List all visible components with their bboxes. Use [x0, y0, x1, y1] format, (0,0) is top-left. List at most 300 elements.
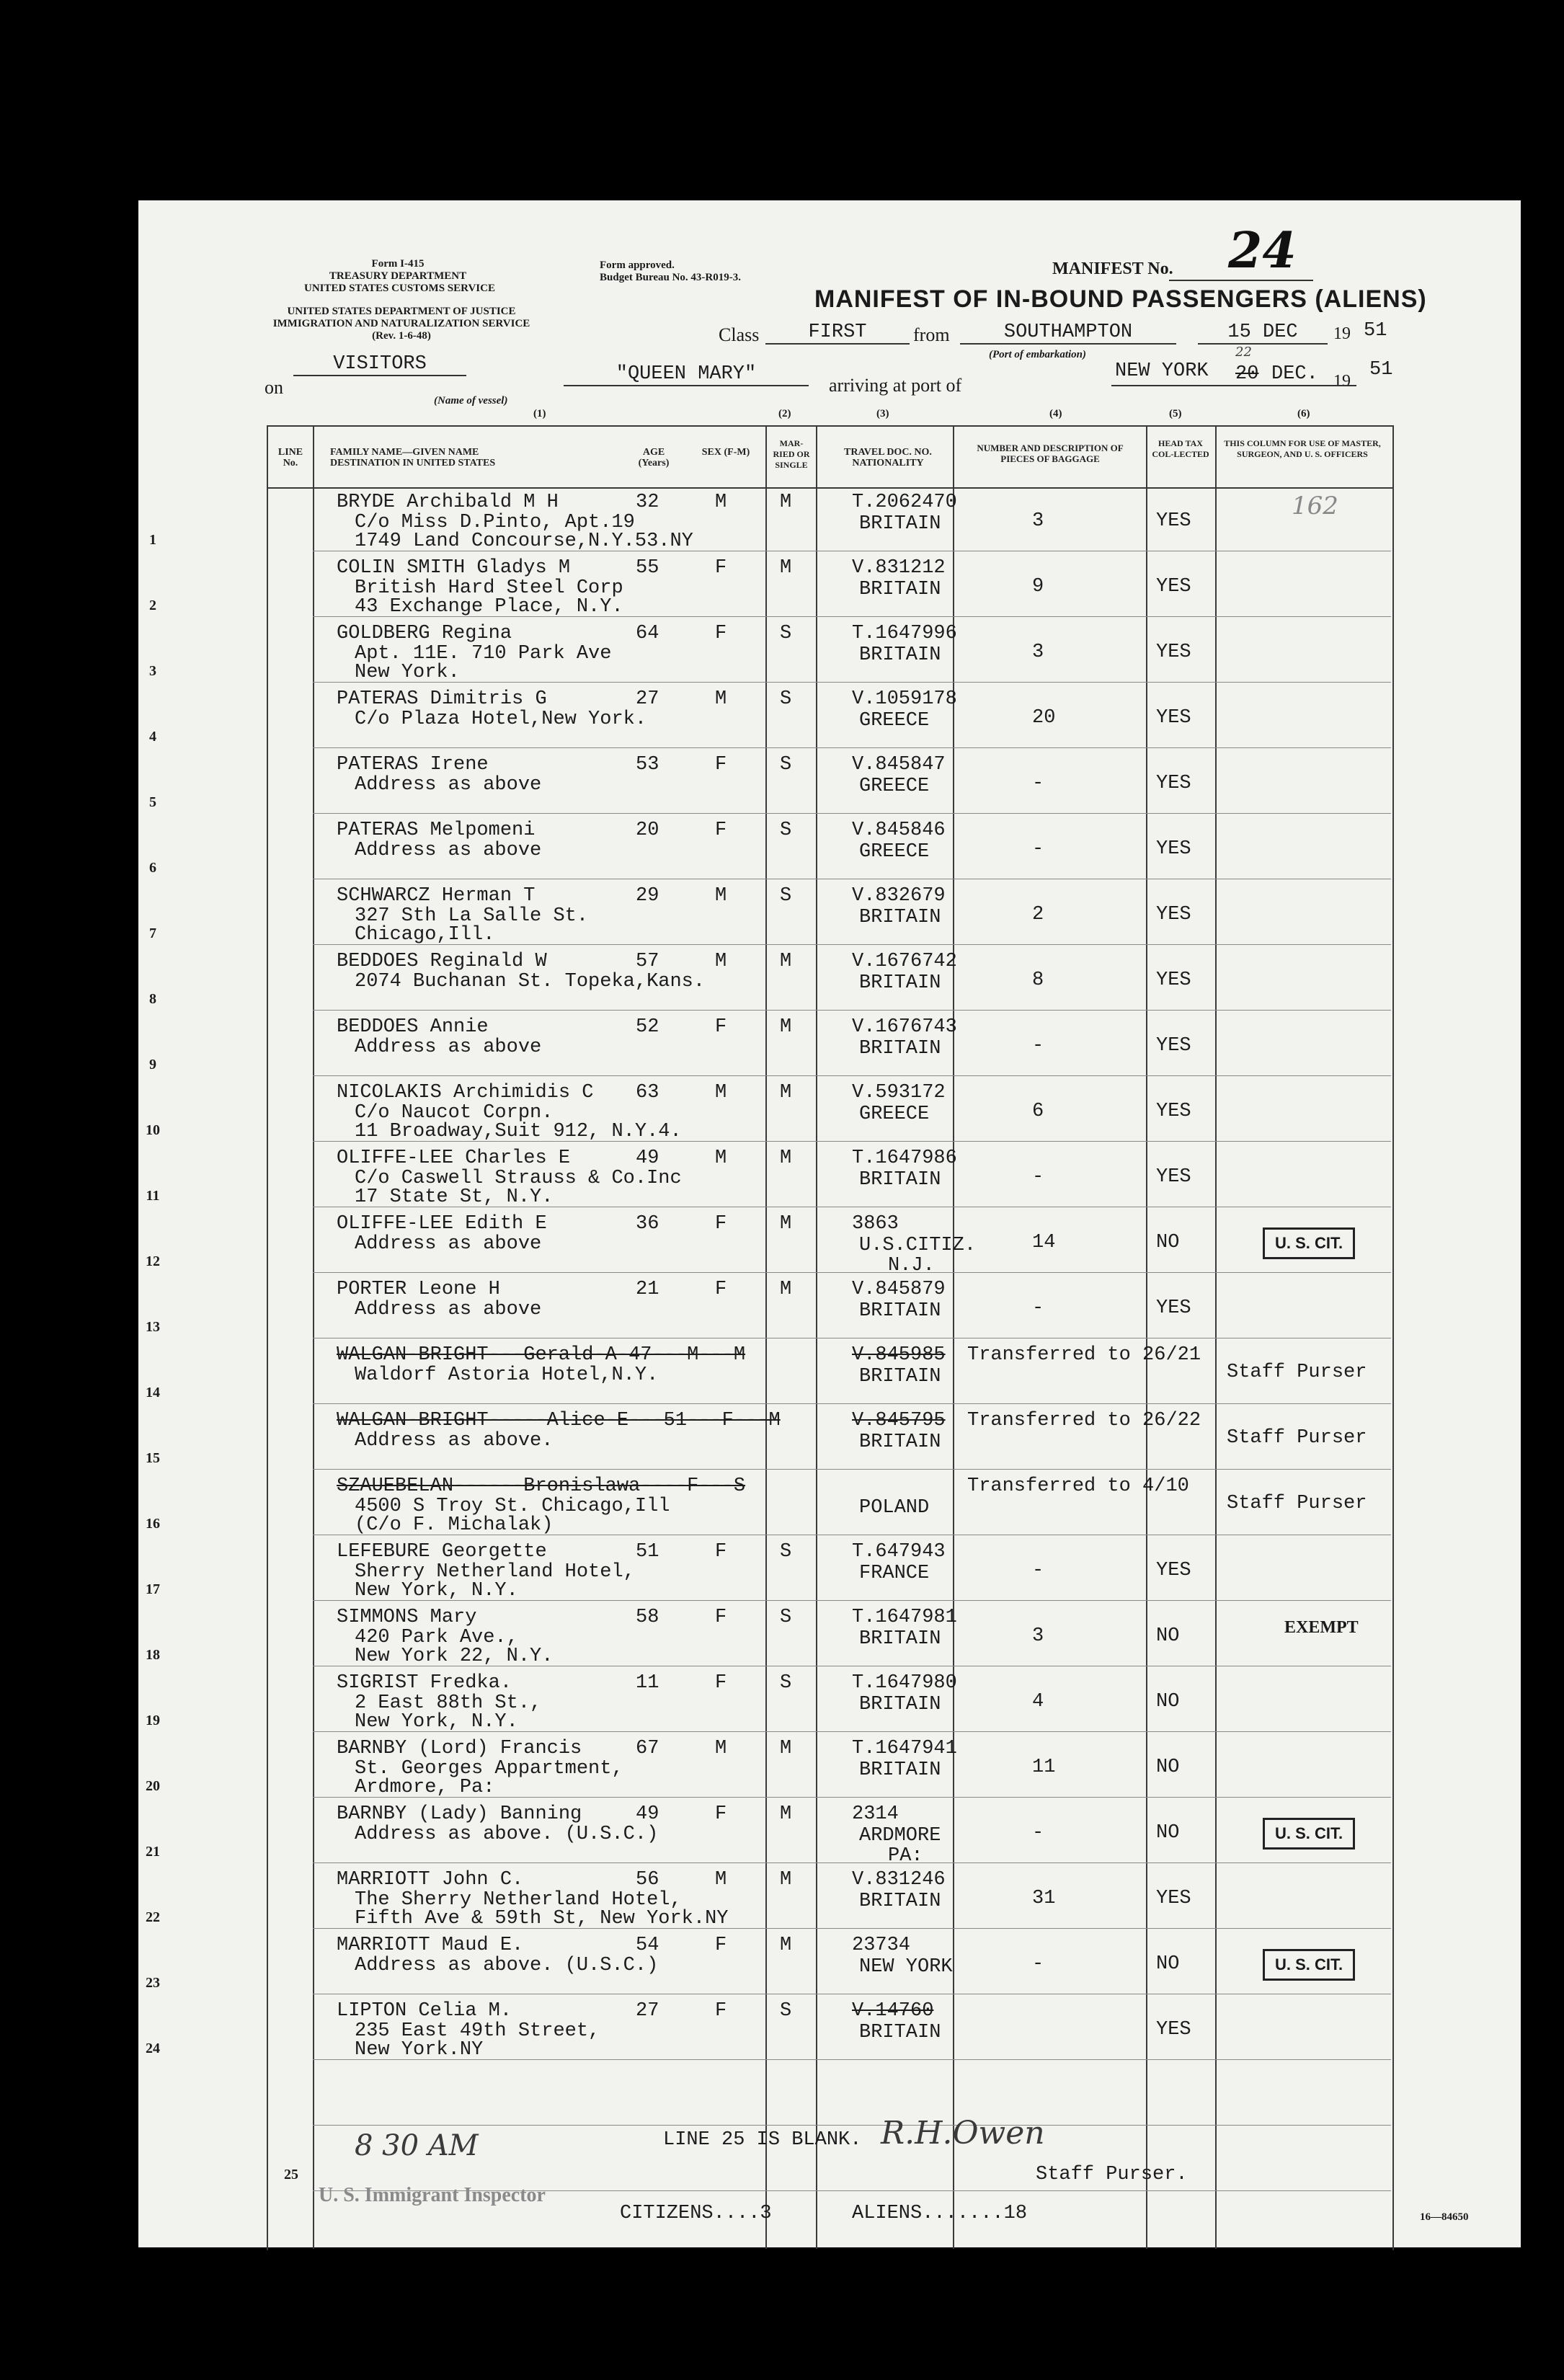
baggage-count: - [1032, 773, 1044, 794]
head-tax: YES [1156, 707, 1191, 729]
passenger-sex: M [715, 1869, 727, 1891]
justice: UNITED STATES DEPARTMENT OF JUSTICE [287, 306, 516, 317]
address-line-1: 2 East 88th St., [355, 1692, 542, 1714]
nationality: BRITAIN [859, 1431, 941, 1453]
passenger-sex: F [715, 820, 727, 841]
manifest-underline [1169, 280, 1313, 281]
nationality: U.S.CITIZ. [859, 1235, 977, 1256]
marital-status: M [780, 1213, 792, 1235]
passenger-age: 53 [636, 754, 659, 776]
header-rule [267, 487, 1392, 489]
row-number: 10 [146, 1122, 160, 1138]
from-value: SOUTHAMPTON [960, 321, 1176, 345]
nationality: BRITAIN [859, 579, 941, 600]
us-citizen-stamp: U. S. CIT. [1263, 1949, 1355, 1981]
address-line-1: 420 Park Ave., [355, 1627, 518, 1648]
passenger-age: 51 [636, 1541, 659, 1563]
passenger-sex: F [715, 2000, 727, 2022]
row-number: 6 [149, 860, 156, 876]
from-label: from [913, 324, 950, 345]
passenger-age: 20 [636, 820, 659, 841]
passenger-name: LEFEBURE Georgette [337, 1541, 547, 1563]
address-line-1: 4500 S Troy St. Chicago,Ill [355, 1496, 670, 1517]
marital-status: M [780, 1803, 792, 1825]
header-travel-doc: TRAVEL DOC. NO. NATIONALITY [844, 447, 932, 469]
travel-doc: T.647943 [852, 1541, 946, 1563]
travel-doc: T.1647996 [852, 623, 957, 644]
passenger-age: 57 [636, 951, 659, 972]
head-tax: YES [1156, 1297, 1191, 1319]
row-number: 22 [146, 1909, 160, 1925]
officer-note: 162 [1292, 492, 1338, 520]
head-tax: YES [1156, 773, 1191, 794]
customs: UNITED STATES CUSTOMS SERVICE [304, 283, 495, 294]
marital-status: S [780, 623, 792, 644]
depart-date: 15 DEC [1198, 321, 1328, 345]
header-line-no: LINE No. [277, 447, 303, 469]
nationality: BRITAIN [859, 1366, 941, 1387]
row-number: 11 [146, 1188, 160, 1204]
passenger-age: 55 [636, 557, 659, 579]
passenger-age: 56 [636, 1869, 659, 1891]
travel-doc: V.845795 [852, 1410, 946, 1431]
passenger-age: 27 [636, 688, 659, 710]
passenger-sex: F [715, 1541, 727, 1563]
marital-status: M [780, 1738, 792, 1759]
passenger-sex: M [715, 1147, 727, 1169]
address-line-2: Fifth Ave & 59th St, New York.NY [355, 1908, 729, 1930]
address-line-1: Address as above [355, 840, 542, 861]
arrival-underline [1111, 385, 1356, 386]
nationality: BRITAIN [859, 2022, 941, 2043]
marital-status: S [780, 754, 792, 776]
row-number: 21 [146, 1844, 160, 1860]
marital-status: M [780, 1016, 792, 1038]
approval-block [600, 259, 741, 284]
marital-status: M [780, 492, 792, 513]
col-number-3: (3) [876, 408, 889, 419]
row-number: 14 [146, 1385, 160, 1400]
address-line-1: Address as above [355, 774, 542, 796]
row-number: 8 [149, 991, 156, 1007]
marital-status: M [780, 1082, 792, 1104]
passenger-name: SIMMONS Mary [337, 1607, 477, 1628]
head-tax: YES [1156, 1560, 1191, 1581]
row-number: 7 [149, 925, 156, 941]
passenger-name: SCHWARCZ Herman T [337, 885, 536, 907]
travel-doc: V.1059178 [852, 688, 957, 710]
staff-purser-note: Staff Purser [1227, 1493, 1367, 1514]
nationality: BRITAIN [859, 1628, 941, 1650]
address-line-2: New York.NY [355, 2039, 484, 2061]
manifest-number: 24 [1228, 222, 1297, 280]
passenger-name: OLIFFE-LEE Edith E [337, 1213, 547, 1235]
row-number: 3 [149, 663, 156, 679]
marital-status: S [780, 1541, 792, 1563]
header-baggage: NUMBER AND DESCRIPTION OF PIECES OF BAGGAGE [977, 443, 1124, 464]
passenger-age: 54 [636, 1935, 659, 1956]
passenger-age: 36 [636, 1213, 659, 1235]
handwritten-time: 8 30 AM [355, 2129, 479, 2162]
passenger-name: SIGRIST Fredka. [337, 1672, 512, 1694]
nationality: GREECE [859, 710, 930, 732]
head-tax: YES [1156, 2019, 1191, 2041]
address-line-1: Address as above [355, 1036, 542, 1058]
travel-doc: V.593172 [852, 1082, 946, 1104]
vessel-caption: (Name of vessel) [434, 395, 508, 407]
header-age: AGE (Years) [638, 447, 670, 469]
transfer-note: Transferred to 26/21 [967, 1344, 1201, 1366]
exempt-note: EXEMPT [1284, 1618, 1359, 1637]
travel-doc: V.845847 [852, 754, 946, 776]
address-line-1: Apt. 11E. 710 Park Ave [355, 643, 612, 665]
vessel-name: "QUEEN MARY" [564, 363, 809, 386]
passenger-sex: F [715, 1016, 727, 1038]
passenger-age: 49 [636, 1147, 659, 1169]
aliens-count: ALIENS.......18 [852, 2203, 1028, 2224]
head-tax: NO [1156, 1757, 1180, 1778]
passenger-name: PATERAS Dimitris G [337, 688, 547, 710]
row-number: 12 [146, 1253, 160, 1269]
passenger-sex: M [715, 1082, 727, 1104]
passenger-age: 52 [636, 1016, 659, 1038]
row-number: 1 [149, 532, 156, 548]
baggage-count: 8 [1032, 969, 1044, 991]
address-line-1: 2074 Buchanan St. Topeka,Kans. [355, 971, 706, 993]
row-number: 4 [149, 729, 156, 745]
citizens-count: CITIZENS....3 [620, 2203, 772, 2224]
marital-status: M [780, 1935, 792, 1956]
travel-doc: T.2062470 [852, 492, 957, 513]
passenger-name: SZAUEBELAN------Bronislawa----F---S [337, 1475, 746, 1497]
us-citizen-stamp: U. S. CIT. [1263, 1818, 1355, 1850]
nationality: BRITAIN [859, 1038, 941, 1060]
passenger-sex: F [715, 1607, 727, 1628]
baggage-count: 14 [1032, 1232, 1056, 1253]
marital-status: M [780, 557, 792, 579]
travel-doc: V.845985 [852, 1344, 946, 1366]
nationality: GREECE [859, 776, 930, 797]
baggage-count: 9 [1032, 576, 1044, 598]
row-number: 23 [146, 1975, 160, 1991]
depart-year: 51 [1364, 320, 1387, 342]
marital-status: M [780, 1147, 792, 1169]
travel-doc: T.1647941 [852, 1738, 957, 1759]
on-label: on [265, 377, 283, 398]
baggage-count: - [1032, 838, 1044, 860]
passenger-name: BEDDOES Annie [337, 1016, 489, 1038]
header-sex: SEX (F-M) [701, 447, 750, 458]
passenger-name: GOLDBERG Regina [337, 623, 512, 644]
marital-status: S [780, 688, 792, 710]
staff-purser-note: Staff Purser [1227, 1362, 1367, 1383]
passenger-sex: M [715, 951, 727, 972]
header-head-tax: HEAD TAX COL-LECTED [1152, 438, 1209, 459]
nationality-extra: PA: [888, 1845, 923, 1867]
row-number: 15 [146, 1450, 160, 1466]
head-tax: YES [1156, 904, 1191, 925]
col-rule-baggage [1146, 425, 1147, 2249]
nationality: GREECE [859, 1104, 930, 1125]
nationality: BRITAIN [859, 1300, 941, 1322]
travel-doc: V.831212 [852, 557, 946, 579]
col-number-2: (2) [778, 408, 791, 419]
col-number-5: (5) [1169, 408, 1182, 419]
passenger-age: 58 [636, 1607, 659, 1628]
baggage-count: 11 [1032, 1757, 1056, 1778]
passenger-sex: M [715, 1738, 727, 1759]
address-line-2: (C/o F. Michalak) [355, 1514, 554, 1536]
arrival-day-struck: 20 [1235, 363, 1259, 385]
col-number-6: (6) [1297, 408, 1310, 419]
passenger-sex: M [715, 492, 727, 513]
address-line-2: 1749 Land Concourse,N.Y.53.NY [355, 530, 693, 552]
address-line-1: 235 East 49th Street, [355, 2020, 600, 2042]
head-tax: YES [1156, 969, 1191, 991]
nationality: FRANCE [859, 1563, 930, 1584]
passenger-age: 49 [636, 1803, 659, 1825]
marital-status: M [780, 1279, 792, 1300]
head-tax: NO [1156, 1625, 1180, 1647]
head-tax: YES [1156, 1166, 1191, 1188]
address-line-1: St. Georges Appartment, [355, 1758, 623, 1780]
address-line-1: Address as above. [355, 1430, 554, 1452]
head-tax: YES [1156, 641, 1191, 663]
marital-status: S [780, 2000, 792, 2022]
address-line-1: Address as above. (U.S.C.) [355, 1824, 659, 1845]
address-line-2: New York, N.Y. [355, 1711, 518, 1733]
nationality-extra: N.J. [888, 1255, 935, 1276]
address-line-1: British Hard Steel Corp [355, 577, 623, 599]
baggage-count: - [1032, 1822, 1044, 1844]
us-citizen-stamp: U. S. CIT. [1263, 1227, 1355, 1259]
transfer-note: Transferred to 26/22 [967, 1410, 1201, 1431]
col-number-1: (1) [533, 408, 546, 419]
manifest-title: MANIFEST OF IN-BOUND PASSENGERS (ALIENS) [814, 285, 1427, 313]
passenger-sex: F [715, 1279, 727, 1300]
inspector-caption: U. S. Immigrant Inspector [319, 2184, 546, 2206]
row-number: 16 [146, 1516, 160, 1532]
nationality: GREECE [859, 841, 930, 863]
nationality: BRITAIN [859, 1759, 941, 1781]
address-line-2: New York, N.Y. [355, 1580, 518, 1602]
passenger-age: 11 [636, 1672, 659, 1694]
address-line-1: Waldorf Astoria Hotel,N.Y. [355, 1364, 659, 1386]
passenger-sex: F [715, 1935, 727, 1956]
baggage-count: - [1032, 1953, 1044, 1975]
address-line-2: Chicago,Ill. [355, 924, 495, 946]
passenger-sex: F [715, 557, 727, 579]
marital-status: S [780, 1607, 792, 1628]
header-officers: THIS COLUMN FOR USE OF MASTER, SURGEON, AND U. S. OFFICERS [1224, 438, 1381, 459]
class-label: Class [719, 324, 760, 345]
passenger-name: NICOLAKIS Archimidis C [337, 1082, 594, 1104]
baggage-count: - [1032, 1560, 1044, 1581]
address-line-1: C/o Naucot Corpn. [355, 1102, 554, 1124]
passenger-name: BARNBY (Lord) Francis [337, 1738, 582, 1759]
head-tax: NO [1156, 1822, 1180, 1844]
travel-doc: V.831246 [852, 1869, 946, 1891]
travel-doc: 2314 [852, 1803, 899, 1825]
passenger-age: 27 [636, 2000, 659, 2022]
passenger-age: 64 [636, 623, 659, 644]
passenger-sex: F [715, 1803, 727, 1825]
passenger-name: PATERAS Irene [337, 754, 489, 776]
passenger-age: 63 [636, 1082, 659, 1104]
address-line-2: 17 State St, N.Y. [355, 1186, 554, 1208]
travel-doc: 23734 [852, 1935, 911, 1956]
baggage-count: 3 [1032, 1625, 1044, 1647]
line25-blank: LINE 25 IS BLANK. [663, 2129, 862, 2151]
passenger-name: BRYDE Archibald M H [337, 492, 559, 513]
address-line-2: New York 22, N.Y. [355, 1646, 554, 1667]
marital-status: S [780, 1672, 792, 1694]
approved: Form approved. [600, 259, 675, 271]
staff-purser-note: Staff Purser [1227, 1427, 1367, 1449]
baggage-count: - [1032, 1297, 1044, 1319]
justice-block [261, 306, 542, 342]
passenger-name: COLIN SMITH Gladys M [337, 557, 571, 579]
passenger-age: 32 [636, 492, 659, 513]
travel-doc: V.1676742 [852, 951, 957, 972]
head-tax: YES [1156, 1888, 1191, 1909]
address-line-1: C/o Caswell Strauss & Co.Inc [355, 1168, 682, 1189]
class-value: FIRST [765, 321, 910, 345]
address-line-2: 43 Exchange Place, N.Y. [355, 596, 623, 618]
row-number: 24 [146, 2041, 160, 2056]
header-name: FAMILY NAME—GIVEN NAME DESTINATION IN UNITED STATES [330, 447, 496, 469]
baggage-count: - [1032, 1035, 1044, 1057]
nationality: BRITAIN [859, 513, 941, 535]
passenger-sex: F [715, 623, 727, 644]
row-number: 17 [146, 1581, 160, 1597]
passenger-name: LIPTON Celia M. [337, 2000, 512, 2022]
purser-signature: R.H.Owen [881, 2115, 1045, 2152]
head-tax: YES [1156, 838, 1191, 860]
passenger-name: WALGAN-BRIGHT---Gerald-A-47---M---M [337, 1344, 746, 1366]
depart-year-prefix: 19 [1333, 324, 1351, 343]
passenger-sex: M [715, 885, 727, 907]
passenger-name: OLIFFE-LEE Charles E [337, 1147, 571, 1169]
marital-status: S [780, 885, 792, 907]
baggage-count: 31 [1032, 1888, 1056, 1909]
address-line-2: 11 Broadway,Suit 912, N.Y.4. [355, 1121, 682, 1142]
passenger-sex: M [715, 688, 727, 710]
address-line-1: Address as above [355, 1299, 542, 1320]
head-tax: YES [1156, 1101, 1191, 1122]
col-rule-line [313, 425, 314, 2249]
arrival-day-handwritten: 22 [1235, 345, 1252, 360]
row-number: 25 [284, 2167, 298, 2183]
passenger-name: PATERAS Melpomeni [337, 820, 536, 841]
nationality: BRITAIN [859, 1169, 941, 1191]
marital-status: M [780, 951, 792, 972]
passenger-name: BEDDOES Reginald W [337, 951, 547, 972]
travel-doc: V.845879 [852, 1279, 946, 1300]
marital-status: S [780, 820, 792, 841]
row-number: 5 [149, 794, 156, 810]
col-number-4: (4) [1049, 408, 1062, 419]
travel-doc: V.1676743 [852, 1016, 957, 1038]
head-tax: NO [1156, 1232, 1180, 1253]
baggage-count: 6 [1032, 1101, 1044, 1122]
arriving-label: arriving at port of [829, 375, 962, 396]
from-caption: (Port of embarkation) [989, 349, 1086, 360]
head-tax: YES [1156, 576, 1191, 598]
col-rule-name [765, 425, 767, 2249]
address-line-2: New York. [355, 662, 460, 683]
form-block [304, 258, 495, 295]
passenger-sex: F [715, 754, 727, 776]
passenger-age: 67 [636, 1738, 659, 1759]
travel-doc: V.14760 [852, 2000, 934, 2022]
baggage-count: 4 [1032, 1691, 1044, 1713]
head-tax: YES [1156, 1035, 1191, 1057]
passenger-sex: F [715, 1213, 727, 1235]
nationality: BRITAIN [859, 907, 941, 928]
nationality: NEW YORK [859, 1956, 953, 1978]
col-rule-headtax [1215, 425, 1217, 2249]
arrival-port: NEW YORK [1115, 360, 1209, 382]
arrival-year-prefix: 19 [1333, 372, 1351, 391]
ins: IMMIGRATION AND NATURALIZATION SERVICE [272, 318, 530, 329]
travel-doc: T.1647980 [852, 1672, 957, 1694]
address-line-1: 327 Sth La Salle St. [355, 905, 589, 927]
transfer-note: Transferred to 4/10 [967, 1475, 1189, 1497]
passenger-age: 21 [636, 1279, 659, 1300]
nationality: BRITAIN [859, 972, 941, 994]
head-tax: NO [1156, 1691, 1180, 1713]
head-tax: NO [1156, 1953, 1180, 1975]
row-number: 20 [146, 1778, 160, 1794]
passenger-name: MARRIOTT John C. [337, 1869, 524, 1891]
row-number: 9 [149, 1057, 156, 1073]
marital-status: M [780, 1869, 792, 1891]
nationality: BRITAIN [859, 1694, 941, 1715]
baggage-count: 3 [1032, 641, 1044, 663]
nationality: BRITAIN [859, 644, 941, 666]
arrival-month: DEC. [1271, 363, 1318, 385]
form-id: Form I-415 [371, 258, 425, 270]
baggage-count: 2 [1032, 904, 1044, 925]
arrival-year: 51 [1369, 359, 1393, 381]
passenger-name: MARRIOTT Maud E. [337, 1935, 524, 1956]
budget: Budget Bureau No. 43-R019-3. [600, 272, 741, 283]
passenger-name: WALGAN-BRIGHT-----Alice-E---51---F---M [337, 1410, 781, 1431]
nationality: BRITAIN [859, 1891, 941, 1912]
row-number: 18 [146, 1647, 160, 1663]
manifest-sheet [138, 200, 1521, 2247]
row-number: 2 [149, 598, 156, 613]
row-number: 19 [146, 1713, 160, 1728]
print-code: 16—84650 [1420, 2211, 1469, 2223]
address-line-1: Address as above. (U.S.C.) [355, 1955, 659, 1976]
address-line-1: Address as above [355, 1233, 542, 1255]
address-line-1: C/o Plaza Hotel,New York. [355, 709, 647, 730]
passenger-name: PORTER Leone H [337, 1279, 500, 1300]
manifest-label: MANIFEST No. [1052, 259, 1173, 278]
nationality: ARDMORE [859, 1825, 941, 1847]
travel-doc: T.1647986 [852, 1147, 957, 1169]
travel-doc: V.845846 [852, 820, 946, 841]
travel-doc: T.1647981 [852, 1607, 957, 1628]
nationality: POLAND [859, 1497, 930, 1519]
row-number: 13 [146, 1319, 160, 1335]
address-line-2: Ardmore, Pa: [355, 1777, 495, 1798]
baggage-count: 3 [1032, 510, 1044, 532]
baggage-count: - [1032, 1166, 1044, 1188]
address-line-1: Sherry Netherland Hotel, [355, 1561, 635, 1583]
